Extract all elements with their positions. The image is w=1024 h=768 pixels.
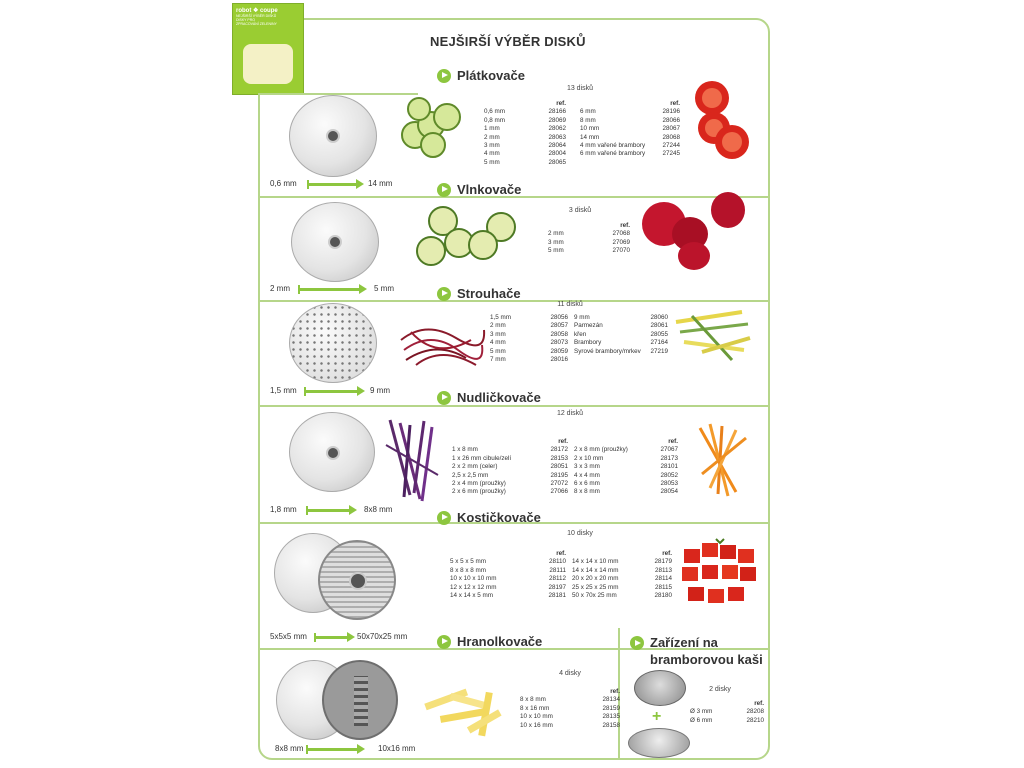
table-row: 14 mm 28068 bbox=[580, 133, 680, 141]
section-header-hranolkovace bbox=[437, 634, 542, 649]
table-row: 50 x 70x 25 mm 28180 bbox=[572, 592, 672, 600]
ref-table-right bbox=[572, 550, 672, 600]
table-row: 7 mm 28016 bbox=[490, 356, 568, 364]
zucchini-wavy-slices-image bbox=[415, 205, 523, 270]
cover-image bbox=[243, 44, 293, 84]
table-row: 5 mm 28065 bbox=[484, 158, 566, 166]
carrot-strips-image bbox=[692, 418, 754, 498]
section-header-strouhace bbox=[437, 286, 521, 301]
play-bullet-icon bbox=[437, 635, 451, 649]
disc-count: 12 disků bbox=[556, 410, 584, 417]
table-row: 3 mm 27069 bbox=[548, 238, 630, 246]
range-max: 50x70x25 mm bbox=[357, 632, 408, 641]
range-min: 0,6 mm bbox=[270, 179, 297, 188]
table-row: 10 x 10 mm 28135 bbox=[520, 713, 620, 721]
range-max: 9 mm bbox=[370, 386, 390, 395]
section-title: Zařízení na bramborovou kaši bbox=[650, 635, 763, 667]
disc-hub bbox=[326, 446, 340, 460]
brochure-cover-thumbnail bbox=[232, 3, 304, 95]
table-row: 25 x 25 x 25 mm 28115 bbox=[572, 583, 672, 591]
range-arrow-icon bbox=[306, 748, 358, 751]
play-bullet-icon bbox=[437, 511, 451, 525]
table-row: 8 x 16 mm 28159 bbox=[520, 704, 620, 712]
section-header-kostickovace bbox=[437, 510, 541, 525]
table-row: 3 mm 28064 bbox=[484, 142, 566, 150]
section-header-kase bbox=[630, 634, 763, 668]
ref-table-left bbox=[490, 314, 568, 364]
wavy-disc-image bbox=[291, 202, 379, 282]
section-title: Nudličkovače bbox=[457, 390, 541, 405]
tomato-slices-image bbox=[692, 80, 752, 165]
table-row: 10 x 10 x 10 mm 28112 bbox=[450, 575, 566, 583]
table-row: 2,5 x 2,5 mm 28195 bbox=[452, 471, 568, 479]
range-min: 2 mm bbox=[270, 284, 290, 293]
table-row: 2 x 2 mm (celer) 28051 bbox=[452, 463, 568, 471]
table-row: 2 mm 28057 bbox=[490, 322, 568, 330]
ref-header: ref. bbox=[620, 222, 630, 229]
table-row: 1 mm 28062 bbox=[484, 125, 566, 133]
puree-disc-bottom-image bbox=[628, 728, 690, 758]
section-title: Hranolkovače bbox=[457, 634, 543, 649]
table-row: 8 x 8 mm 28134 bbox=[520, 696, 620, 704]
table-row: Ø 3 mm 28208 bbox=[690, 708, 764, 716]
play-bullet-icon bbox=[437, 183, 451, 197]
play-bullet-icon bbox=[437, 287, 451, 301]
range-max: 8x8 mm bbox=[364, 505, 393, 514]
disc-count: 13 disků bbox=[566, 85, 594, 92]
page-title: NEJŠIRŠÍ VÝBĚR DISKŮ bbox=[430, 34, 586, 49]
disc-hub bbox=[328, 235, 342, 249]
play-bullet-icon bbox=[630, 636, 644, 650]
table-row: 6 mm 28196 bbox=[580, 108, 680, 116]
section-title: Vlnkovače bbox=[457, 182, 522, 197]
table-row: 5 mm 27070 bbox=[548, 247, 630, 255]
table-row: 8 x 8 x 8 mm 28111 bbox=[450, 566, 566, 574]
section-title: Plátkovače bbox=[457, 68, 525, 83]
ref-header: ref. bbox=[668, 438, 678, 445]
range-max: 14 mm bbox=[368, 179, 393, 188]
grated-beetroot-image bbox=[396, 310, 486, 375]
table-row: 2 x 8 mm (proužky) 27067 bbox=[574, 446, 678, 454]
fry-grid-slots bbox=[354, 676, 368, 726]
range-min: 5x5x5 mm bbox=[270, 632, 307, 641]
range-arrow-icon bbox=[304, 390, 358, 393]
table-row: 10 mm 28067 bbox=[580, 125, 680, 133]
ref-table-right bbox=[580, 100, 680, 159]
ref-table-right bbox=[574, 314, 668, 356]
range-arrow-icon bbox=[307, 183, 357, 186]
ref-header: ref. bbox=[662, 550, 672, 557]
plus-icon: + bbox=[652, 708, 662, 725]
beetroot-wavy-slices-image bbox=[638, 190, 748, 272]
table-row: 12 x 12 x 12 mm 28197 bbox=[450, 583, 566, 591]
table-row: 4 mm 28004 bbox=[484, 150, 566, 158]
ref-table-left bbox=[452, 438, 568, 497]
section-title: Kostičkovače bbox=[457, 510, 541, 525]
table-row: Brambory 27164 bbox=[574, 339, 668, 347]
ref-table-left bbox=[548, 222, 630, 256]
julienne-disc-image bbox=[289, 412, 375, 492]
play-bullet-icon bbox=[437, 391, 451, 405]
ref-header: ref. bbox=[754, 700, 764, 707]
table-row: Syrové brambory/mrkev 27219 bbox=[574, 347, 668, 355]
section-divider bbox=[258, 405, 770, 407]
section-title: Strouhače bbox=[457, 286, 521, 301]
range-min: 8x8 mm bbox=[275, 744, 304, 753]
table-row: 6 x 6 mm 28053 bbox=[574, 480, 678, 488]
range-arrow-icon bbox=[314, 636, 348, 639]
slicing-disc-image bbox=[289, 95, 377, 177]
range-min: 1,8 mm bbox=[270, 505, 297, 514]
table-row: 1 x 26 mm cibule/zelí 28153 bbox=[452, 454, 568, 462]
disc-count: 4 disky bbox=[559, 670, 581, 677]
disc-count: 11 disků bbox=[557, 301, 583, 308]
section-header-vlnkovace bbox=[437, 182, 521, 197]
french-fry-grid-image bbox=[322, 660, 398, 740]
table-row: 4 mm 28073 bbox=[490, 339, 568, 347]
range-arrow-icon bbox=[306, 509, 350, 512]
red-cabbage-strips-image bbox=[380, 415, 445, 503]
grating-disc-image bbox=[289, 303, 377, 383]
disc-hub bbox=[349, 572, 367, 590]
table-row: 2 x 4 mm (proužky) 27072 bbox=[452, 480, 568, 488]
table-row: 9 mm 28060 bbox=[574, 314, 668, 321]
ref-header: ref. bbox=[610, 688, 620, 695]
range-min: 1,5 mm bbox=[270, 386, 297, 395]
ref-table-left bbox=[690, 700, 764, 725]
range-arrow-icon bbox=[298, 288, 360, 291]
ref-header: ref. bbox=[556, 100, 566, 107]
section-header-nudlickovace bbox=[437, 390, 541, 405]
table-row: 2 mm 28063 bbox=[484, 133, 566, 141]
disc-count: 3 disků bbox=[568, 207, 592, 214]
cover-line: NEJŠIRŠÍ VÝBĚR DISKŮ bbox=[236, 14, 277, 18]
table-row: Ø 6 mm 28210 bbox=[690, 716, 764, 724]
table-row: 1,5 mm 28056 bbox=[490, 314, 568, 321]
cover-line: ZPRACOVÁNÍ ZELENINY bbox=[236, 22, 277, 26]
cover-line: DISKY PRO bbox=[236, 18, 255, 22]
cucumber-slices-image bbox=[397, 95, 467, 160]
section-header-platkovace bbox=[437, 68, 525, 83]
table-row: 14 x 14 x 10 mm 28179 bbox=[572, 558, 672, 566]
table-row: 2 mm 27068 bbox=[548, 230, 630, 238]
table-row: 8 mm 28066 bbox=[580, 116, 680, 124]
dicing-grid-image bbox=[318, 540, 396, 620]
puree-disc-top-image bbox=[634, 670, 686, 706]
play-bullet-icon bbox=[437, 69, 451, 83]
ref-header: ref. bbox=[558, 438, 568, 445]
table-row: 14 x 14 x 5 mm 28181 bbox=[450, 592, 566, 600]
table-row: 3 mm 28058 bbox=[490, 330, 568, 338]
ref-header: ref. bbox=[670, 100, 680, 107]
diced-tomato-image bbox=[678, 535, 762, 615]
table-row: křen 28055 bbox=[574, 330, 668, 338]
table-row: 0,6 mm 28166 bbox=[484, 108, 566, 116]
table-row: 8 x 8 mm 28054 bbox=[574, 488, 678, 496]
ref-table-left bbox=[520, 688, 620, 730]
table-row: Parmezán 28061 bbox=[574, 322, 668, 330]
french-fries-image bbox=[420, 678, 512, 740]
table-row: 14 x 14 x 14 mm 28113 bbox=[572, 566, 672, 574]
disc-count: 2 disky bbox=[709, 686, 731, 693]
table-row: 0,8 mm 28069 bbox=[484, 116, 566, 124]
table-row: 5 mm 28059 bbox=[490, 347, 568, 355]
table-row: 20 x 20 x 20 mm 28114 bbox=[572, 575, 672, 583]
table-row: 4 mm vařené brambory 27244 bbox=[580, 142, 680, 150]
table-row: 1 x 8 mm 28172 bbox=[452, 446, 568, 454]
cover-logo: robot ❖ coupe bbox=[236, 8, 278, 14]
range-max: 5 mm bbox=[374, 284, 394, 293]
range-max: 10x16 mm bbox=[378, 744, 416, 753]
table-row: 6 mm vařené brambory 27245 bbox=[580, 150, 680, 158]
table-row: 4 x 4 mm 28052 bbox=[574, 471, 678, 479]
disc-hub bbox=[326, 129, 340, 143]
ref-table-left bbox=[484, 100, 566, 167]
disc-count: 10 disky bbox=[567, 530, 593, 537]
table-row: 5 x 5 x 5 mm 28110 bbox=[450, 558, 566, 566]
table-row: 2 x 6 mm (proužky) 27066 bbox=[452, 488, 568, 496]
table-row: 10 x 16 mm 28158 bbox=[520, 721, 620, 729]
grated-zucchini-image bbox=[672, 302, 752, 367]
table-row: 3 x 3 mm 28101 bbox=[574, 463, 678, 471]
table-row: 2 x 10 mm 28173 bbox=[574, 454, 678, 462]
ref-table-right bbox=[574, 438, 678, 497]
ref-header: ref. bbox=[556, 550, 566, 557]
ref-table-left bbox=[450, 550, 566, 600]
